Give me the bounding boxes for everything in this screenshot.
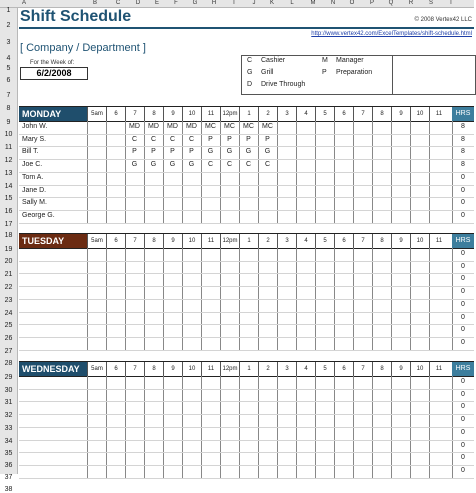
row-number[interactable]: 25: [4, 322, 13, 329]
row-number[interactable]: 3: [6, 39, 11, 46]
shift-code-cell[interactable]: P: [227, 135, 232, 143]
hour-header-cell[interactable]: 9: [391, 107, 410, 121]
row-number[interactable]: 26: [4, 335, 13, 342]
shift-code-cell[interactable]: G: [245, 148, 252, 156]
row-number[interactable]: 36: [4, 462, 13, 469]
column-letter[interactable]: L: [290, 0, 294, 6]
hours-total-cell[interactable]: 0: [461, 416, 465, 424]
row-number[interactable]: 2: [6, 22, 11, 29]
grid-row-line: [19, 324, 474, 325]
legend-code: P: [322, 69, 327, 76]
row-number[interactable]: 8: [6, 105, 11, 112]
week-date-cell[interactable]: 6/2/2008: [20, 67, 88, 80]
hour-header-cell[interactable]: 7: [125, 362, 144, 376]
row-number[interactable]: 11: [4, 144, 13, 151]
hour-header-cell[interactable]: 5: [315, 362, 334, 376]
shift-code-legend: [241, 55, 476, 95]
grid-row-line: [19, 440, 474, 441]
grid-row-line: [19, 452, 474, 453]
hour-header-cell[interactable]: 6: [106, 107, 125, 121]
hour-header-cell[interactable]: 10: [182, 234, 201, 248]
column-letter[interactable]: A: [21, 0, 26, 6]
hour-header-cell[interactable]: 7: [125, 107, 144, 121]
grid-row-line: [19, 172, 474, 173]
hour-header-cell[interactable]: 6: [334, 362, 353, 376]
hour-header-cell[interactable]: 3: [277, 362, 296, 376]
column-letter[interactable]: T: [449, 0, 453, 6]
grid-row-line: [19, 286, 474, 287]
day-section-wednesday: [19, 361, 474, 491]
column-letter[interactable]: R: [408, 0, 414, 6]
grid-row-line: [19, 210, 474, 211]
grid-row-line: [19, 299, 474, 300]
grid-row-line: [19, 197, 474, 198]
hours-total-cell[interactable]: 0: [461, 288, 465, 296]
hour-header-cell[interactable]: 2: [258, 107, 277, 121]
hour-header-cell[interactable]: 7: [353, 362, 372, 376]
hours-total-cell[interactable]: 0: [461, 338, 465, 346]
hours-total-cell[interactable]: 0: [461, 326, 465, 334]
grid-row-line: [19, 465, 474, 466]
hours-total-cell[interactable]: 0: [461, 378, 465, 385]
hours-total-cell[interactable]: 0: [461, 173, 465, 181]
day-label[interactable]: MONDAY: [19, 107, 87, 121]
legend-item: [247, 81, 305, 88]
shift-code-cell[interactable]: G: [226, 148, 233, 156]
grid-row-line: [19, 134, 474, 135]
legend-label: Drive Through: [261, 81, 306, 88]
hour-header-cell[interactable]: 10: [410, 234, 429, 248]
row-number[interactable]: 22: [4, 284, 13, 291]
hour-header-cell[interactable]: 3: [277, 107, 296, 121]
employee-name[interactable]: Joe C.: [22, 161, 43, 169]
grid-row-line: [19, 159, 474, 160]
hour-header-cell[interactable]: 10: [182, 107, 201, 121]
legend-label: Preparation: [336, 69, 373, 76]
hour-header-cell[interactable]: 8: [144, 362, 163, 376]
shift-code-cell[interactable]: G: [169, 161, 176, 169]
row-number[interactable]: 18: [4, 232, 13, 239]
page-title[interactable]: Shift Schedule: [20, 8, 132, 25]
legend-item: [322, 69, 372, 76]
column-letter[interactable]: K: [269, 0, 274, 6]
grid-row-line: [19, 478, 474, 479]
day-section-monday: [19, 106, 474, 236]
day-header-row: [19, 233, 474, 249]
shift-code-cell[interactable]: MD: [129, 123, 140, 130]
row-number[interactable]: 6: [6, 77, 11, 84]
hour-header-cell[interactable]: 8: [144, 107, 163, 121]
legend-code: G: [247, 69, 253, 76]
hour-header-cell[interactable]: 5: [315, 234, 334, 248]
hours-total-cell[interactable]: 0: [461, 211, 465, 219]
row-number[interactable]: 14: [4, 183, 13, 190]
employee-name[interactable]: John W.: [22, 123, 48, 130]
shift-code-cell[interactable]: P: [246, 135, 251, 143]
week-label: For the Week of:: [30, 60, 75, 66]
row-number[interactable]: 29: [4, 374, 13, 381]
hour-header-cell[interactable]: 4: [296, 362, 315, 376]
row-number[interactable]: 28: [4, 360, 13, 367]
row-number[interactable]: 24: [4, 310, 13, 317]
legend-divider: [392, 56, 393, 94]
day-label[interactable]: WEDNESDAY: [19, 362, 87, 376]
employee-name[interactable]: Tom A.: [22, 173, 44, 181]
shift-code-cell[interactable]: MC: [262, 123, 273, 130]
shift-code-cell[interactable]: G: [150, 161, 157, 169]
row-number[interactable]: 4: [6, 55, 11, 62]
shift-code-cell[interactable]: P: [208, 135, 213, 143]
row-number[interactable]: 21: [4, 271, 13, 278]
column-header-bar: [0, 0, 474, 8]
grid-row-line: [19, 350, 474, 351]
legend-item: [247, 57, 285, 64]
hour-header-cell[interactable]: 11: [201, 107, 220, 121]
row-number[interactable]: 9: [6, 119, 11, 126]
row-number[interactable]: 15: [4, 195, 13, 202]
hour-header-cell[interactable]: 9: [391, 234, 410, 248]
column-letter[interactable]: F: [174, 0, 178, 6]
hour-header-cell[interactable]: 2: [258, 362, 277, 376]
shift-code-cell[interactable]: P: [265, 135, 270, 143]
shift-code-cell[interactable]: MC: [224, 123, 235, 130]
hour-header-cell[interactable]: 12pm: [220, 234, 239, 248]
hours-total-cell[interactable]: 0: [461, 250, 465, 257]
day-header-row: [19, 361, 474, 377]
hours-total-cell[interactable]: 8: [461, 123, 465, 130]
grid-row-line: [19, 146, 474, 147]
shift-code-cell[interactable]: MD: [186, 123, 197, 130]
row-number[interactable]: 5: [6, 65, 11, 72]
hour-header-cell[interactable]: 8: [372, 107, 391, 121]
legend-code: D: [247, 81, 253, 88]
column-letter[interactable]: D: [135, 0, 141, 6]
employee-name[interactable]: Mary S.: [22, 135, 47, 143]
shift-code-cell[interactable]: C: [207, 161, 214, 169]
template-link[interactable]: http://www.vertex42.com/ExcelTemplates/shift-schedule.html: [311, 31, 472, 37]
hour-header-cell[interactable]: 10: [410, 362, 429, 376]
row-number[interactable]: 34: [4, 438, 13, 445]
hour-header-cell[interactable]: 9: [163, 362, 182, 376]
row-number[interactable]: 27: [4, 348, 13, 355]
grid-row-line: [19, 427, 474, 428]
hours-total-cell[interactable]: 0: [461, 199, 465, 207]
company-department-cell[interactable]: [ Company / Department ]: [20, 42, 146, 54]
row-number[interactable]: 23: [4, 297, 13, 304]
column-letter[interactable]: C: [115, 0, 121, 6]
legend-item: [322, 57, 364, 64]
hour-header-cell[interactable]: 8: [372, 234, 391, 248]
day-section-tuesday: [19, 233, 474, 363]
shift-code-cell[interactable]: C: [169, 135, 176, 143]
hour-header-cell[interactable]: 8: [372, 362, 391, 376]
row-number[interactable]: 38: [4, 486, 13, 493]
column-letter[interactable]: G: [192, 0, 198, 6]
hour-header-cell[interactable]: 9: [163, 107, 182, 121]
column-letter[interactable]: O: [349, 0, 355, 6]
hours-total-cell[interactable]: 0: [461, 300, 465, 308]
shift-code-cell[interactable]: C: [188, 135, 195, 143]
row-number[interactable]: 35: [4, 450, 13, 457]
hour-header-cell[interactable]: 2: [258, 234, 277, 248]
hours-total-cell[interactable]: 0: [461, 454, 465, 462]
hour-header-cell[interactable]: 10: [182, 362, 201, 376]
hours-total-cell[interactable]: 0: [461, 262, 465, 270]
grid-row-line: [19, 389, 474, 390]
column-letter[interactable]: N: [330, 0, 336, 6]
hour-header-cell[interactable]: 12pm: [220, 107, 239, 121]
row-number[interactable]: 32: [4, 412, 13, 419]
legend-code: C: [247, 57, 253, 64]
hour-header-cell[interactable]: 11: [429, 107, 448, 121]
grid-row-line: [19, 273, 474, 274]
shift-code-cell[interactable]: MD: [167, 123, 178, 130]
hour-header-cell[interactable]: 5am: [87, 234, 106, 248]
row-number[interactable]: 30: [4, 387, 13, 394]
hours-total-cell[interactable]: 8: [461, 135, 465, 143]
row-number[interactable]: 17: [4, 221, 13, 228]
row-number[interactable]: 20: [4, 258, 13, 265]
shift-code-cell[interactable]: C: [245, 161, 252, 169]
title-rule: [19, 27, 474, 29]
grid-row-line: [19, 223, 474, 224]
hour-header-cell[interactable]: 7: [353, 234, 372, 248]
hrs-header-cell[interactable]: HRS: [452, 362, 474, 376]
row-number[interactable]: 19: [4, 246, 13, 253]
shift-code-cell[interactable]: C: [131, 135, 138, 143]
grid-row-line: [19, 261, 474, 262]
row-number[interactable]: 37: [4, 474, 13, 481]
column-letter[interactable]: P: [369, 0, 374, 6]
hour-header-cell[interactable]: 9: [163, 234, 182, 248]
row-number[interactable]: 10: [4, 131, 13, 138]
column-letter[interactable]: S: [428, 0, 433, 6]
shift-code-cell[interactable]: G: [264, 148, 271, 156]
column-letter[interactable]: H: [211, 0, 217, 6]
day-header-row: [19, 106, 474, 122]
shift-code-cell[interactable]: MC: [243, 123, 254, 130]
hrs-header-cell[interactable]: HRS: [452, 234, 474, 248]
hours-total-cell[interactable]: 0: [461, 186, 465, 194]
hour-header-cell[interactable]: 9: [391, 362, 410, 376]
hour-header-cell[interactable]: 6: [106, 234, 125, 248]
column-letter[interactable]: J: [252, 0, 256, 6]
hours-total-cell[interactable]: 8: [461, 148, 465, 156]
hours-total-cell[interactable]: 0: [461, 390, 465, 398]
hour-header-cell[interactable]: 1: [239, 362, 258, 376]
copyright-text[interactable]: © 2008 Vertex42 LLC: [414, 17, 472, 23]
hours-total-cell[interactable]: 8: [461, 161, 465, 169]
row-number[interactable]: 16: [4, 208, 13, 215]
row-number[interactable]: 33: [4, 425, 13, 432]
hour-header-cell[interactable]: 4: [296, 234, 315, 248]
row-number[interactable]: 12: [4, 157, 13, 164]
column-letter[interactable]: Q: [388, 0, 394, 6]
grid-row-line: [19, 401, 474, 402]
row-number[interactable]: 13: [4, 170, 13, 177]
hours-total-cell[interactable]: 0: [461, 275, 465, 283]
hour-header-cell[interactable]: 6: [334, 234, 353, 248]
hour-header-cell[interactable]: 4: [296, 107, 315, 121]
hour-header-cell[interactable]: 10: [410, 107, 429, 121]
row-number[interactable]: 1: [6, 7, 11, 14]
hours-total-cell[interactable]: 0: [461, 403, 465, 411]
hour-header-cell[interactable]: 5am: [87, 107, 106, 121]
column-letter[interactable]: B: [92, 0, 97, 6]
column-letter[interactable]: I: [233, 0, 235, 6]
shift-code-cell[interactable]: G: [207, 148, 214, 156]
shift-code-cell[interactable]: MC: [205, 123, 216, 130]
shift-code-cell[interactable]: P: [189, 148, 194, 156]
hour-header-cell[interactable]: 12pm: [220, 362, 239, 376]
hour-header-cell[interactable]: 7: [353, 107, 372, 121]
row-header-bar: [0, 7, 18, 493]
hour-header-cell[interactable]: 6: [334, 107, 353, 121]
employee-name[interactable]: Sally M.: [22, 199, 47, 207]
legend-code: M: [322, 57, 328, 64]
hour-header-cell[interactable]: 5am: [87, 362, 106, 376]
hours-total-cell[interactable]: 0: [461, 466, 465, 474]
legend-label: Grill: [261, 69, 274, 76]
hour-header-cell[interactable]: 11: [201, 362, 220, 376]
grid-row-line: [19, 312, 474, 313]
legend-item: [247, 69, 273, 76]
row-number[interactable]: 7: [6, 92, 11, 99]
hour-header-cell[interactable]: 11: [429, 234, 448, 248]
column-letter[interactable]: M: [310, 0, 316, 6]
hour-header-cell[interactable]: 1: [239, 107, 258, 121]
hour-header-cell[interactable]: 11: [201, 234, 220, 248]
day-label[interactable]: TUESDAY: [19, 234, 87, 248]
hour-header-cell[interactable]: 11: [429, 362, 448, 376]
legend-label: Manager: [336, 57, 364, 64]
employee-name[interactable]: George G.: [22, 211, 55, 219]
shift-code-cell[interactable]: P: [132, 148, 137, 156]
shift-code-cell[interactable]: P: [151, 148, 156, 156]
shift-code-cell[interactable]: C: [264, 161, 271, 169]
employee-name[interactable]: Jane D.: [22, 186, 47, 194]
shift-code-cell[interactable]: P: [170, 148, 175, 156]
column-letter[interactable]: E: [154, 0, 159, 6]
legend-label: Cashier: [261, 57, 286, 64]
hours-total-cell[interactable]: 0: [461, 428, 465, 436]
hours-total-cell[interactable]: 0: [461, 313, 465, 321]
grid-row-line: [19, 337, 474, 338]
shift-code-cell[interactable]: G: [131, 161, 138, 169]
hour-header-cell[interactable]: 8: [144, 234, 163, 248]
employee-name[interactable]: Bill T.: [22, 148, 39, 156]
hours-total-cell[interactable]: 0: [461, 441, 465, 449]
shift-code-cell[interactable]: C: [226, 161, 233, 169]
shift-code-cell[interactable]: MD: [148, 123, 159, 130]
shift-code-cell[interactable]: C: [150, 135, 157, 143]
row-number[interactable]: 31: [4, 399, 13, 406]
hour-header-cell[interactable]: 1: [239, 234, 258, 248]
hour-header-cell[interactable]: 3: [277, 234, 296, 248]
hour-header-cell[interactable]: 6: [106, 362, 125, 376]
grid-row-line: [19, 185, 474, 186]
shift-code-cell[interactable]: G: [188, 161, 195, 169]
grid-row-line: [19, 414, 474, 415]
hrs-header-cell[interactable]: HRS: [452, 107, 474, 121]
hour-header-cell[interactable]: 5: [315, 107, 334, 121]
hour-header-cell[interactable]: 7: [125, 234, 144, 248]
